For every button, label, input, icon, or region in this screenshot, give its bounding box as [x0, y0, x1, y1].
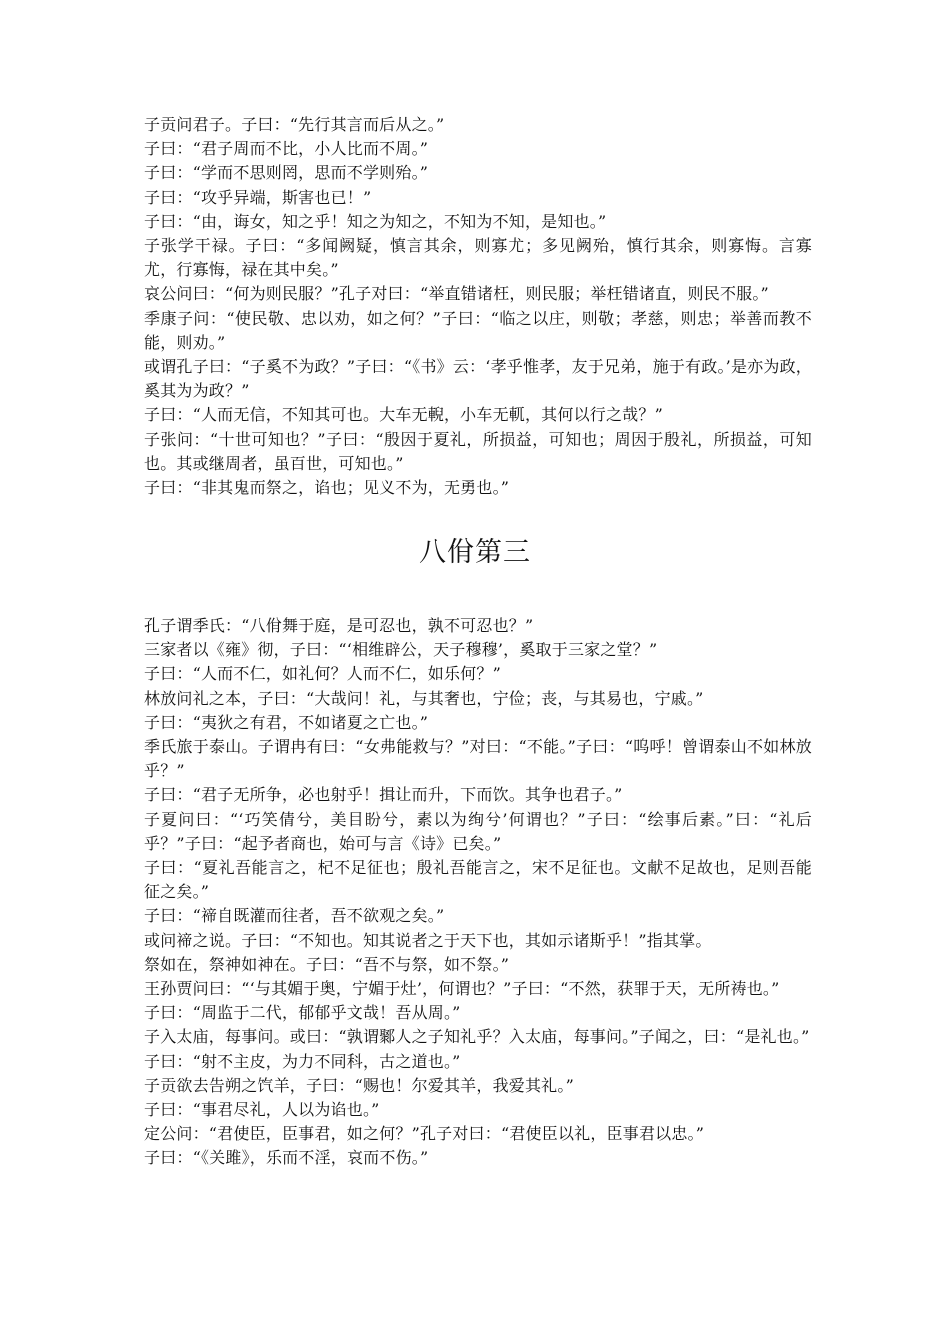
text-section-second: [144, 614, 812, 1171]
paragraph: 子曰：“周监于二代，郁郁乎文哉！吾从周。”: [144, 1003, 461, 1023]
paragraph: 子曰：“非其鬼而祭之，谄也；见义不为，无勇也。”: [144, 478, 510, 498]
paragraph: 子曰：“射不主皮，为力不同科，古之道也。”: [144, 1051, 461, 1071]
paragraph: 子入太庙，每事问。或曰：“孰谓鄹人之子知礼乎？入太庙，每事问。”子闻之，曰：“是礼也。”: [144, 1027, 810, 1047]
paragraph: 子曰：“禘自既灌而往者，吾不欲观之矣。”: [144, 906, 445, 926]
paragraph: 子曰：“夏礼吾能言之，杞不足征也；殷礼吾能言之，宋不足征也。文献不足故也，足则吾能征之矣。”: [144, 858, 812, 902]
paragraph: 孔子谓季氏：“八佾舞于庭，是可忍也，孰不可忍也？”: [144, 616, 534, 635]
paragraph: 子曰：“人而不仁，如礼何？人而不仁，如乐何？”: [144, 664, 501, 684]
paragraph: 季康子问：“使民敬、忠以劝，如之何？”子曰：“临之以庄，则敬；孝慈，则忠；举善而教不能，则劝。”: [144, 308, 812, 352]
paragraph: 王孙贾问曰：“‘与其媚于奥，宁媚于灶’，何谓也？”子曰：“不然，获罪于天，无所祷也。”: [144, 979, 780, 999]
paragraph: 子曰：“学而不思则罔，思而不学则殆。”: [144, 163, 429, 183]
paragraph: 子贡欲去告朔之饩羊，子曰：“赐也！尔爱其羊，我爱其礼。”: [144, 1075, 574, 1095]
paragraph: 子曰：“由，诲女，知之乎！知之为知之，不知为不知，是知也。”: [144, 211, 607, 231]
paragraph: 祭如在，祭神如神在。子曰：“吾不与祭，如不祭。”: [144, 954, 510, 974]
paragraph: 子张问：“十世可知也？”子曰：“殷因于夏礼，所损益，可知也；周因于殷礼，所损益，可知也。其或继周者，虽百世，可知也。”: [144, 429, 812, 473]
paragraph: 或问禘之说。子曰：“不知也。知其说者之于天下也，其如示诸斯乎！”指其掌。: [144, 930, 712, 950]
chapter-heading: 八佾第三: [419, 537, 531, 568]
paragraph: 子曰：“君子周而不比，小人比而不周。”: [144, 139, 429, 159]
paragraph: 哀公问曰：“何为则民服？”孔子对曰：“举直错诸枉，则民服；举枉错诸直，则民不服。”: [144, 284, 769, 304]
paragraph: 子曰：“《关雎》，乐而不淫，哀而不伤。”: [144, 1148, 429, 1168]
paragraph: 子曰：“事君尽礼，人以为谄也。”: [144, 1100, 380, 1120]
paragraph: 子曰：“攻乎异端，斯害也已！”: [144, 187, 372, 207]
text-section-first: [144, 113, 812, 500]
paragraph: 林放问礼之本，子曰：“大哉问！礼，与其奢也，宁俭；丧，与其易也，宁戚。”: [144, 688, 704, 708]
paragraph: 子曰：“人而无信，不知其可也。大车无輗，小车无軏，其何以行之哉？”: [144, 405, 663, 425]
paragraph: 子曰：“君子无所争，必也射乎！揖让而升，下而饮。其争也君子。”: [144, 785, 623, 805]
paragraph: 子曰：“夷狄之有君，不如诸夏之亡也。”: [144, 712, 429, 732]
paragraph: 子张学干禄。子曰：“多闻阙疑，慎言其余，则寡尤；多见阙殆，慎行其余，则寡悔。言寡尤，行寡悔，禄在其中矣。”: [144, 236, 812, 280]
paragraph: 子贡问君子。子曰：“先行其言而后从之。”: [144, 115, 445, 134]
paragraph: 定公问：“君使臣，臣事君，如之何？”孔子对曰：“君使臣以礼，臣事君以忠。”: [144, 1124, 705, 1144]
paragraph: 季氏旅于泰山。子谓冉有曰：“女弗能救与？”对曰：“不能。”子曰：“呜呼！曾谓泰山不如林放乎？”: [144, 737, 812, 781]
paragraph: 三家者以《雍》彻，子曰：“‘相维辟公，天子穆穆’，奚取于三家之堂？”: [144, 640, 658, 660]
paragraph: 或谓孔子曰：“子奚不为政？”子曰：“《书》云：‘孝乎惟孝，友于兄弟，施于有政。’是亦为政，奚其为为政？”: [144, 357, 812, 401]
paragraph: 子夏问曰：“‘巧笑倩兮，美目盼兮，素以为绚兮’何谓也？”子曰：“绘事后素。”曰：“礼后乎？”子曰：“起予者商也，始可与言《诗》已矣。”: [144, 809, 812, 853]
